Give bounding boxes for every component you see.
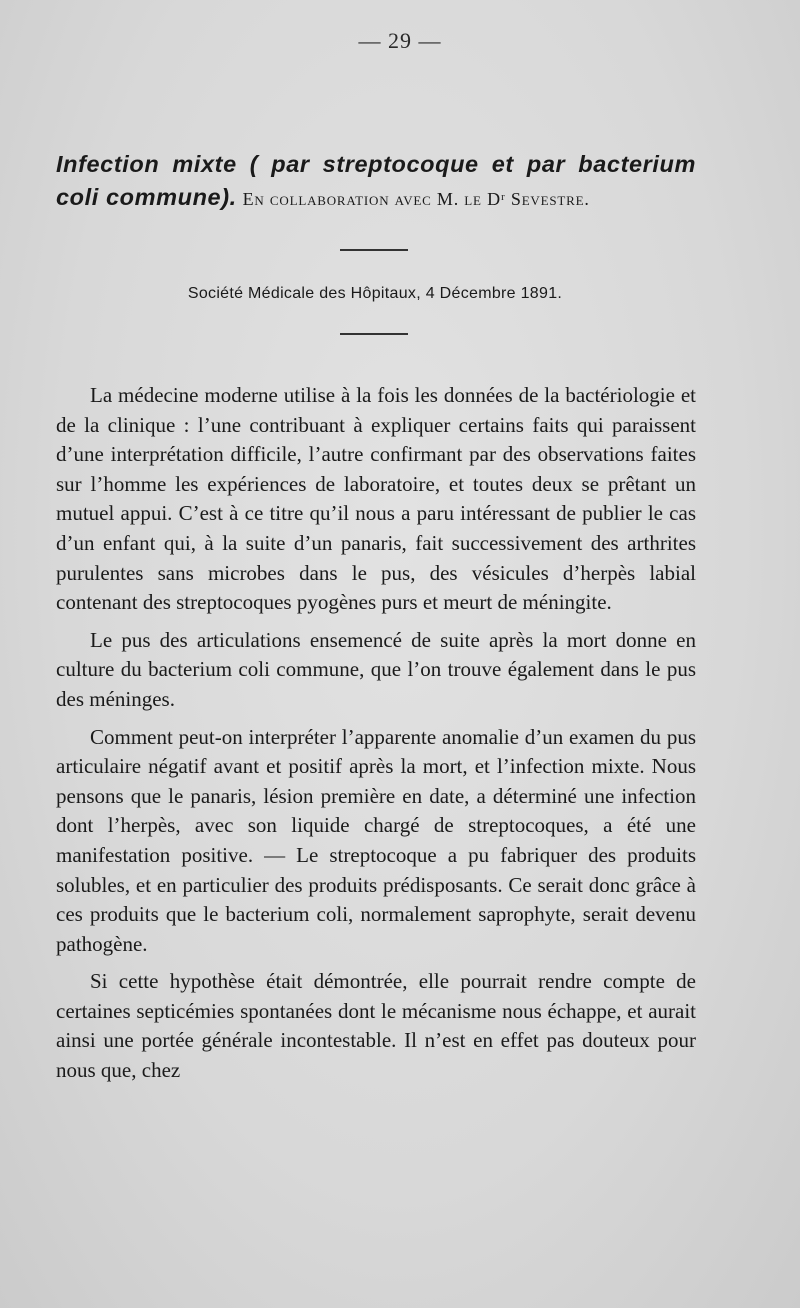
paragraph-1: La médecine moderne utilise à la fois les données de la bactériologie et de la clinique : l’une contribuant à expliquer certains faits qui paraissent d’une interprétation difficile, l’autre confirmant par des observations faites sur l’homme les expériences de laboratoire, et toutes deux se prêtant un mutuel appui. C’est à ce titre qu’il nous a paru intéressant de publier le cas d’un enfant qui, à la suite d’un panaris, fait successivement des arthrites purulentes sans microbes dans le pus, des vésicules d’herpès labial contenant des streptocoques pyogènes purs et meurt de méningite. bbox=[56, 383, 696, 615]
paragraph-2: Le pus des articulations ensemencé de suite après la mort donne en culture du bacterium coli commune, que l’on trouve également dans le pus des méninges. bbox=[56, 627, 696, 711]
page-number: — 29 — bbox=[358, 28, 442, 53]
society-reference: Société Médicale des Hôpitaux, 4 Décembre 1891. bbox=[187, 285, 563, 302]
paragraph-3: Comment peut-on interpréter l’apparente anomalie d’un examen du pus articulaire négatif avant et positif après la mort, et l’infection mixte. Nous pensons que le panaris, lésion première en date, a déterminé une infection dont l’herpès, avec son liquide chargé de streptocoques, a été une manifestation positive. — Le streptocoque a pu fabriquer des produits solubles, et en particulier des produits prédisposants. Ce serait donc grâce à ces produits que le bacterium coli, normalement saprophyte, serait devenu pathogène. bbox=[56, 724, 696, 956]
title-main: Infection mixte ( par streptocoque et par bacterium coli commune). bbox=[56, 151, 696, 210]
divider-top bbox=[340, 249, 408, 251]
collaboration-note: En collaboration avec M. le Dʳ Sevestre. bbox=[242, 189, 590, 209]
paragraph-4: Si cette hypothèse était démontrée, elle pourrait rendre compte de certaines septicémies spontanées dont le mécanisme nous échappe, et aurait ainsi une portée générale incontestable. Il n’est en effet pas douteux pour nous que, chez bbox=[56, 969, 696, 1083]
divider-bottom bbox=[340, 333, 408, 335]
article-title bbox=[56, 148, 696, 215]
body-text bbox=[56, 381, 696, 1094]
